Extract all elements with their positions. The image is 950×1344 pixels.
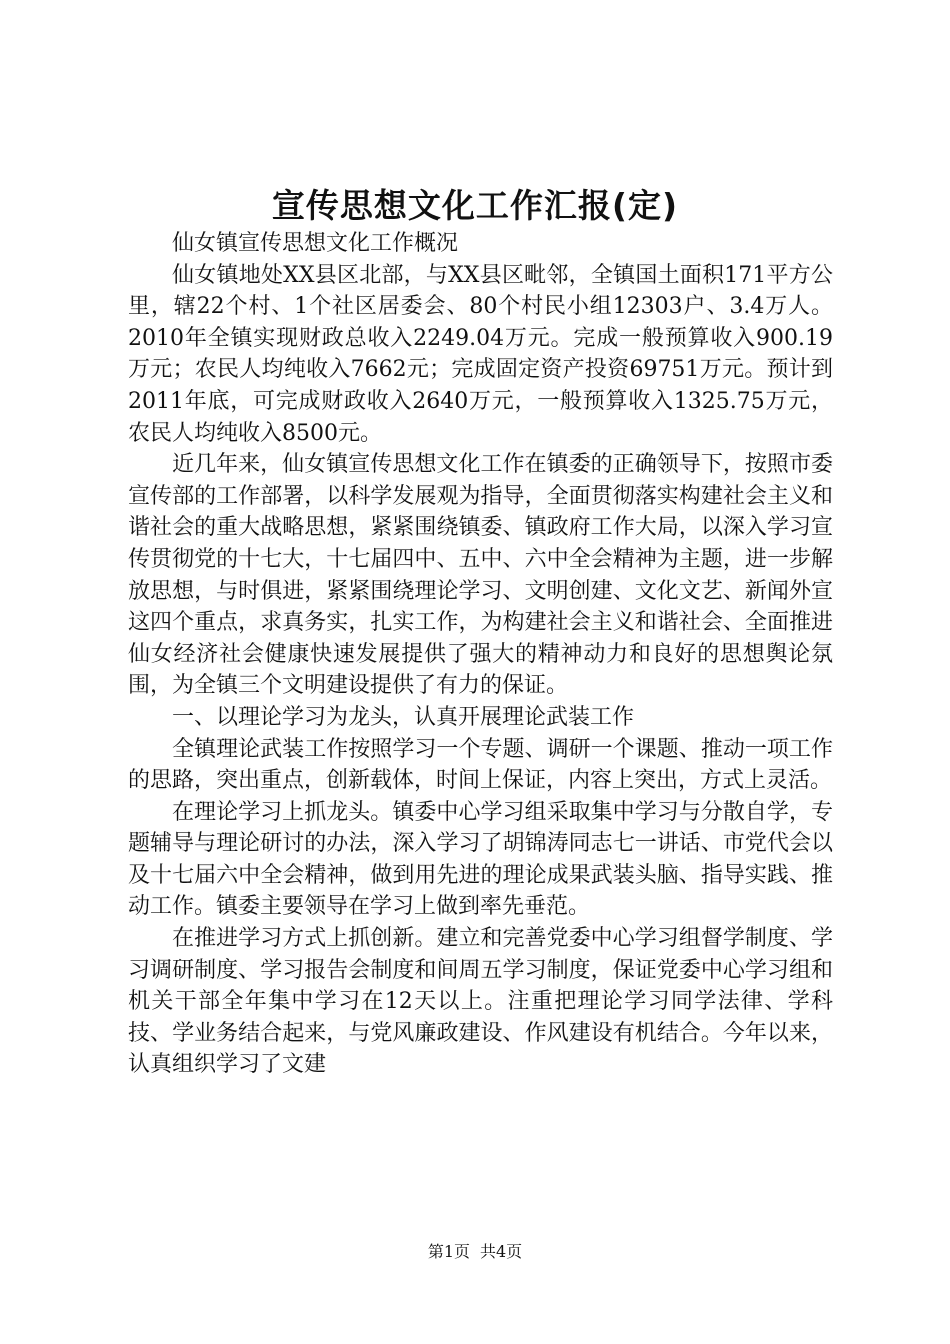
paragraph-theory-leadership: 在理论学习上抓龙头。镇委中心学习组采取集中学习与分散自学，专题辅导与理论研讨的办法，深入学习了胡锦涛同志七一讲话、市党代会以及十七届六中全会精神，做到用先进的理论成果武装头脑、指导实践、推动工作。镇委主要领导在学习上做到率先垂范。 — [128, 799, 833, 920]
section-heading-overview: 仙女镇宣传思想文化工作概况 — [172, 231, 459, 256]
paragraph-study-innovation: 在推进学习方式上抓创新。建立和完善党委中心学习组督学制度、学习调研制度、学习报告会制度和间周五学习制度，保证党委中心学习组和机关干部全年集中学习在12天以上。注重把理论学习同学法律、学科技、学业务结合起来，与党风廉政建设、作风建设有机结合。今年以来，认真组织学习了文建 — [128, 926, 833, 1078]
page-number: 第1页 — [427, 1242, 470, 1261]
paragraph-town-profile: 仙女镇地处XX县区北部，与XX县区毗邻，全镇国土面积171平方公里，辖22个村、1个社区居委会、80个村民小组12303户、3.4万人。2010年全镇实现财政总收入2249.04万元。完成一般预算收入900.19万元；农民人均纯收入7662元；完成固定资产投资69751万元。预计到2011年底，可完成财政收入2640万元，一般预算收入1325.75万元，农民人均纯收入8500元。 — [128, 262, 833, 446]
document-title: 宣传思想文化工作汇报(定) — [271, 186, 679, 225]
page-footer — [0, 1240, 950, 1264]
paragraph-work-summary: 近几年来，仙女镇宣传思想文化工作在镇委的正确领导下，按照市委宣传部的工作部署，以科学发展观为指导，全面贯彻落实构建社会主义和谐社会的重大战略思想，紧紧围绕镇委、镇政府工作大局，以深入学习宣传贯彻党的十七大，十七届四中、五中、六中全会精神为主题，进一步解放思想，与时俱进，紧紧围绕理论学习、文明创建、文化文艺、新闻外宣这四个重点，求真务实，扎实工作，为构建社会主义和谐社会、全面推进仙女经济社会健康快速发展提供了强大的精神动力和良好的思想舆论氛围，为全镇三个文明建设提供了有力的保证。 — [128, 452, 833, 699]
page-total: 共4页 — [480, 1242, 523, 1261]
section-heading-theory-study: 一、以理论学习为龙头，认真开展理论武装工作 — [172, 704, 635, 730]
document-body — [128, 228, 833, 1081]
paragraph-theory-approach: 全镇理论武装工作按照学习一个专题、调研一个课题、推动一项工作的思路，突出重点，创新载体，时间上保证，内容上突出，方式上灵活。 — [128, 736, 833, 794]
